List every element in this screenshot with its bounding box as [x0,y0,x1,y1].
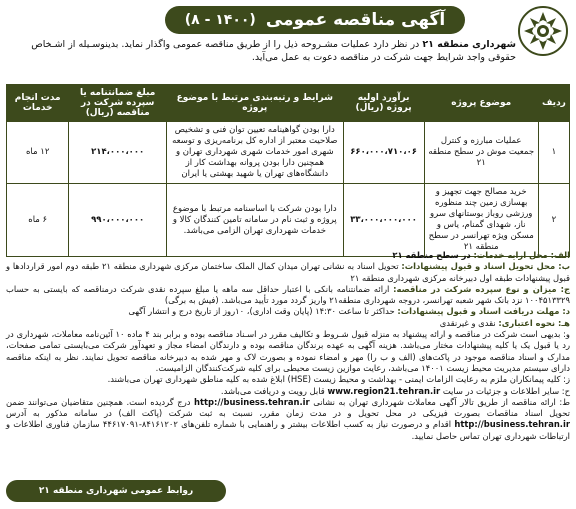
detail-c [6,284,570,307]
detail-h-text: قابل رویت و دریافت می‌باشد. [220,385,325,396]
tender-details [6,250,570,442]
business-site-link[interactable]: http://business.tehran.ir [194,396,310,407]
intro-text [6,38,516,64]
detail-d [6,306,570,317]
detail-e-text: نقدی و غیرنقدی [439,317,496,328]
detail-d-text: حداکثر تا ساعت ۱۴:۳۰ (پایان وقت اداری)، ۱۰روز از تاریخ درج و انتشار آگهی [128,306,395,317]
region-website-link[interactable]: www.region21.tehran.ir [327,385,441,396]
cell-duration: ۱۲ ماه [7,122,69,184]
header-name: موضوع پروژه [424,85,538,122]
detail-f: و: بدیهی است شرکت در مناقصه و ارائه پیشنهاد به منزله قبول شـروط و تکالیف مقرر در اسـناد مناقصه بوده و برابر بند ۴ ماده ۱۰ آئین‌نامه معاملات، شهرداری در رد یا قبول یک یا کلیه پیشنهادات مختار می‌باشد. هزینه آگهی به عهده برندگان مناقصه بوده و دارندگان امضاء مجاز و تعهدآور شرکت می‌بایستی تمامی صفحات، مدارک و اسناد مناقصه موجود در پاکت‌های (الف و ب را) مهر و امضاء نموده و بصورت لاک و مهر شده به دبیرخانه مناقصه تحویل نمایند. نظر به اینکه مناقصه دارای سیستم مدیریت محیط زیست ۱۴۰۰۱ می‌باشد، رعایت موازین زیست محیطی برای کلیه شرکت‌کنندگان الزامیست. [6,329,570,373]
cell-bond: ۹۹۰،۰۰۰،۰۰۰ [69,184,167,257]
detail-i-text3: اقدام و درصورت نیاز به کسب اطلاعات بیشتر و راهنمایی با شماره تلفن‌های ۸۴۱۶۱۲۰۲-۴۴۶۱۷۰۹۱ سازمان فناوری اطلاعات و ارتباطات شهرداری تهران تماس حاصل نمایید. [6,419,570,441]
detail-h [6,386,570,397]
header-estimate: برآورد اولیه پروژه (ریال) [343,85,424,122]
detail-e-label: هـ: نحوه اعتباری: [498,317,570,328]
table-row [7,184,570,257]
detail-a-text: در سطح منطقه ۲۱ [392,250,471,260]
detail-h-label: ح: سایر اطلاعات و جزئیات در سایت [442,385,570,396]
detail-e [6,318,570,329]
cell-bond: ۲۱۴،۰۰۰،۰۰۰ [69,122,167,184]
cell-duration: ۶ ماه [7,184,69,257]
business-site-link-2[interactable]: http://business.tehran.ir [454,419,570,430]
cell-name: خرید مصالح جهت تجهیز و بهسازی زمین چند منظوره ورزشی روباز بوستانهای سرو ناز، شهدای گمنام، یاس و مسکن ویژه تهرانسر در سطح منطقه ۲۱ [424,184,538,257]
table-row [7,122,570,184]
cell-idx: ۱ [538,122,569,184]
cell-conditions: دارا بودن شرکت با اساسنامه مرتبط با موضوع پروژه و ثبت نام در سامانه تامین کنندگان کالا و خدمات شهرداری تهران الزامی می‌باشد. [167,184,344,257]
detail-a-label: الف: محل ارایه خدمات: [473,250,570,260]
detail-i-text: ط: ارائه مناقصه از طریق تالار آگهی معاملات شهرداری تهران به نشانی [313,396,570,407]
projects-table [6,84,570,257]
cell-estimate: ۶۶۰،۰۰۰،۷۱۰،۰۶ [343,122,424,184]
detail-b [6,261,570,284]
detail-i [6,397,570,442]
cell-estimate: ۳۳،۰۰۰،۰۰۰،۰۰۰ [343,184,424,257]
header-conditions: شرایط و رتبه‌بندی مرتبط با موضوع پروژه [167,85,344,122]
intro-body: در نظر دارد عملیات مشـروحه ذیل را از طریق مناقصه عمومی واگذار نماید. بدینوسـیله از اشـخاص حقوقی واجد شرایط جهت شرکت در مناقصه دعوت به عمل می‌آید. [31,39,516,63]
cell-name: عملیات مبارزه و کنترل جمعیت موش در سطح منطقه ۲۱ [424,122,538,184]
page-title: آگهی مناقصه عمومی [265,10,446,30]
detail-a [6,250,570,261]
detail-c-text: ارائه ضمانتنامه بانکی با اعتبار حداقل سه ماهه یا مبلغ سپرده نقدی شرکت درمناقصه که بایستی به حساب ۱۰۰۴۵۱۳۳۲۹ نزد بانک شهر شعبه تهرانسر، دروجه شهرداری منطقه۲۱ واریز گردد مورد تأیید می‌باشد. (فیش به برگی) [6,283,570,306]
table-header-row [7,85,570,122]
footer-text: روابط عمومی شهرداری منطقه ۲۱ [38,486,194,496]
header-duration: مدت انجام خدمات [7,85,69,122]
intro-org: شهرداری منطقه ۲۱ [422,39,516,50]
cell-conditions: دارا بودن گواهینامه تعیین توان فنی و تشخیص صلاحیت معتبر از اداره کل برنامه‌ریزی و توسعه شهری امور خدمات شهری شهرداری تهران و همچنین دارا بودن پروانه بهداشت کار از دانشگاه‌های تهران یا شهید بهشتی یا ایران [167,122,344,184]
detail-b-label: ب: محل تحویل اسناد و قبول پیشنهادات: [401,261,571,272]
footer-badge [6,480,226,502]
header-idx: ردیف [538,85,569,122]
cell-idx: ۲ [538,184,569,257]
detail-b-text: تحویل اسناد به نشانی تهران میدان کمال الملک ساختمان مرکزی شهرداری منطقه ۲۱ طبقه دوم امور قراردادها و قبول پیشنهادات طبقه اول دبیرخانه مرکزی شهرداری منطقه ۲۱ [6,261,570,283]
municipality-logo-icon [518,6,568,56]
detail-c-label: ج: میزان و نوع سپرده شرکت در مناقصه: [393,283,570,294]
title-banner [165,6,465,34]
detail-g: ز: کلیه پیمانکاران ملزم به رعایت الزامات ایمنی - بهداشت و محیط زیست (HSE) ابلاغ شده به کلیه مناطق شهرداری تهران می‌باشند. [107,374,570,385]
header [0,0,576,63]
detail-i-text2: درج گردیده است. همچنین متقاضیان می‌توانند ضمن تحویل اسناد مناقصات بصورت فیزیکی در محل تحویل و در مدت زمان مقرر، نسبت به ثبت شرکت (پاکت الف) در سامانه مذکور به آدرس [6,396,570,419]
tender-number: (۸ - ۱۴۰۰) [184,12,256,28]
header-bond: مبلغ ضمانتنامه یا سپرده شرکت در مناقصه (ریال) [69,85,167,122]
detail-d-label: د: مهلت دریافت اسناد و قبول پیشنهادات: [397,306,570,317]
